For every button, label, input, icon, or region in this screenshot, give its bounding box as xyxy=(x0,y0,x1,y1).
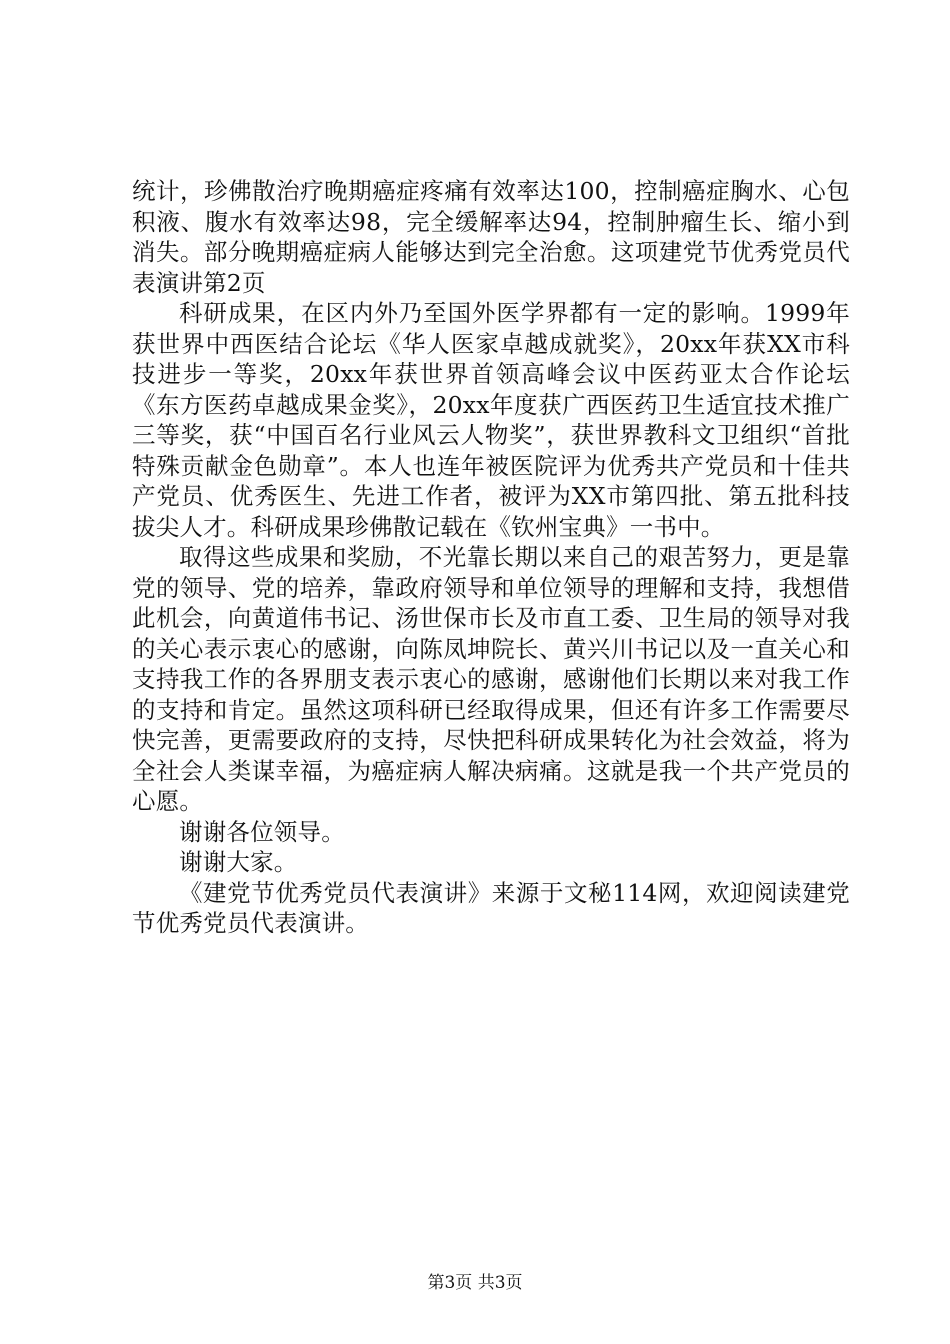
document-body xyxy=(132,176,850,939)
page-number-footer: 第3页 共3页 xyxy=(427,1273,523,1293)
paragraph-acknowledgements: 取得这些成果和奖励，不光靠长期以来自己的艰苦努力，更是靠党的领导、党的培养，靠政府领导和单位领导的理解和支持，我想借此机会，向黄道伟书记、汤世保市长及市直工委、卫生局的领导对我的关心表示衷心的感谢，向陈凤坤院长、黄兴川书记以及一直关心和支持我工作的各界朋支表示衷心的感谢，感谢他们长期以来对我工作的支持和肯定。虽然这项科研已经取得成果，但还有许多工作需要尽快完善，更需要政府的支持，尽快把科研成果转化为社会效益，将为全社会人类谋幸福，为癌症病人解决病痛。这就是我一个共产党员的心愿。 xyxy=(132,543,850,815)
paragraph-research-achievements: 科研成果，在区内外乃至国外医学界都有一定的影响。1999年获世界中西医结合论坛《华人医家卓越成就奖》，20xx年获XX市科技进步一等奖，20xx年获世界首领高峰会议中医药亚太合作论坛《东方医药卓越成果金奖》，20xx年度获广西医药卫生适宜技术推广三等奖，获“中国百名行业风云人物奖”，获世界教科文卫组织“首批特殊贡献金色勋章”。本人也连年被医院评为优秀共产党员和十佳共产党员、优秀医生、先进工作者，被评为XX市第四批、第五批科技拔尖人才。科研成果珍佛散记载在《钦州宝典》一书中。 xyxy=(132,299,850,541)
paragraph-continuation: 统计，珍佛散治疗晚期癌症疼痛有效率达100，控制癌症胸水、心包积液、腹水有效率达98，完全缓解率达94，控制肿瘤生长、缩小到消失。部分晚期癌症病人能够达到完全治愈。这项建党节优秀党员代表演讲第2页 xyxy=(132,177,850,297)
paragraph-source-note: 《建党节优秀党员代表演讲》来源于文秘114网，欢迎阅读建党节优秀党员代表演讲。 xyxy=(132,878,850,937)
paragraph-thanks-everyone: 谢谢大家。 xyxy=(179,848,298,876)
paragraph-thanks-leaders: 谢谢各位领导。 xyxy=(179,817,345,846)
